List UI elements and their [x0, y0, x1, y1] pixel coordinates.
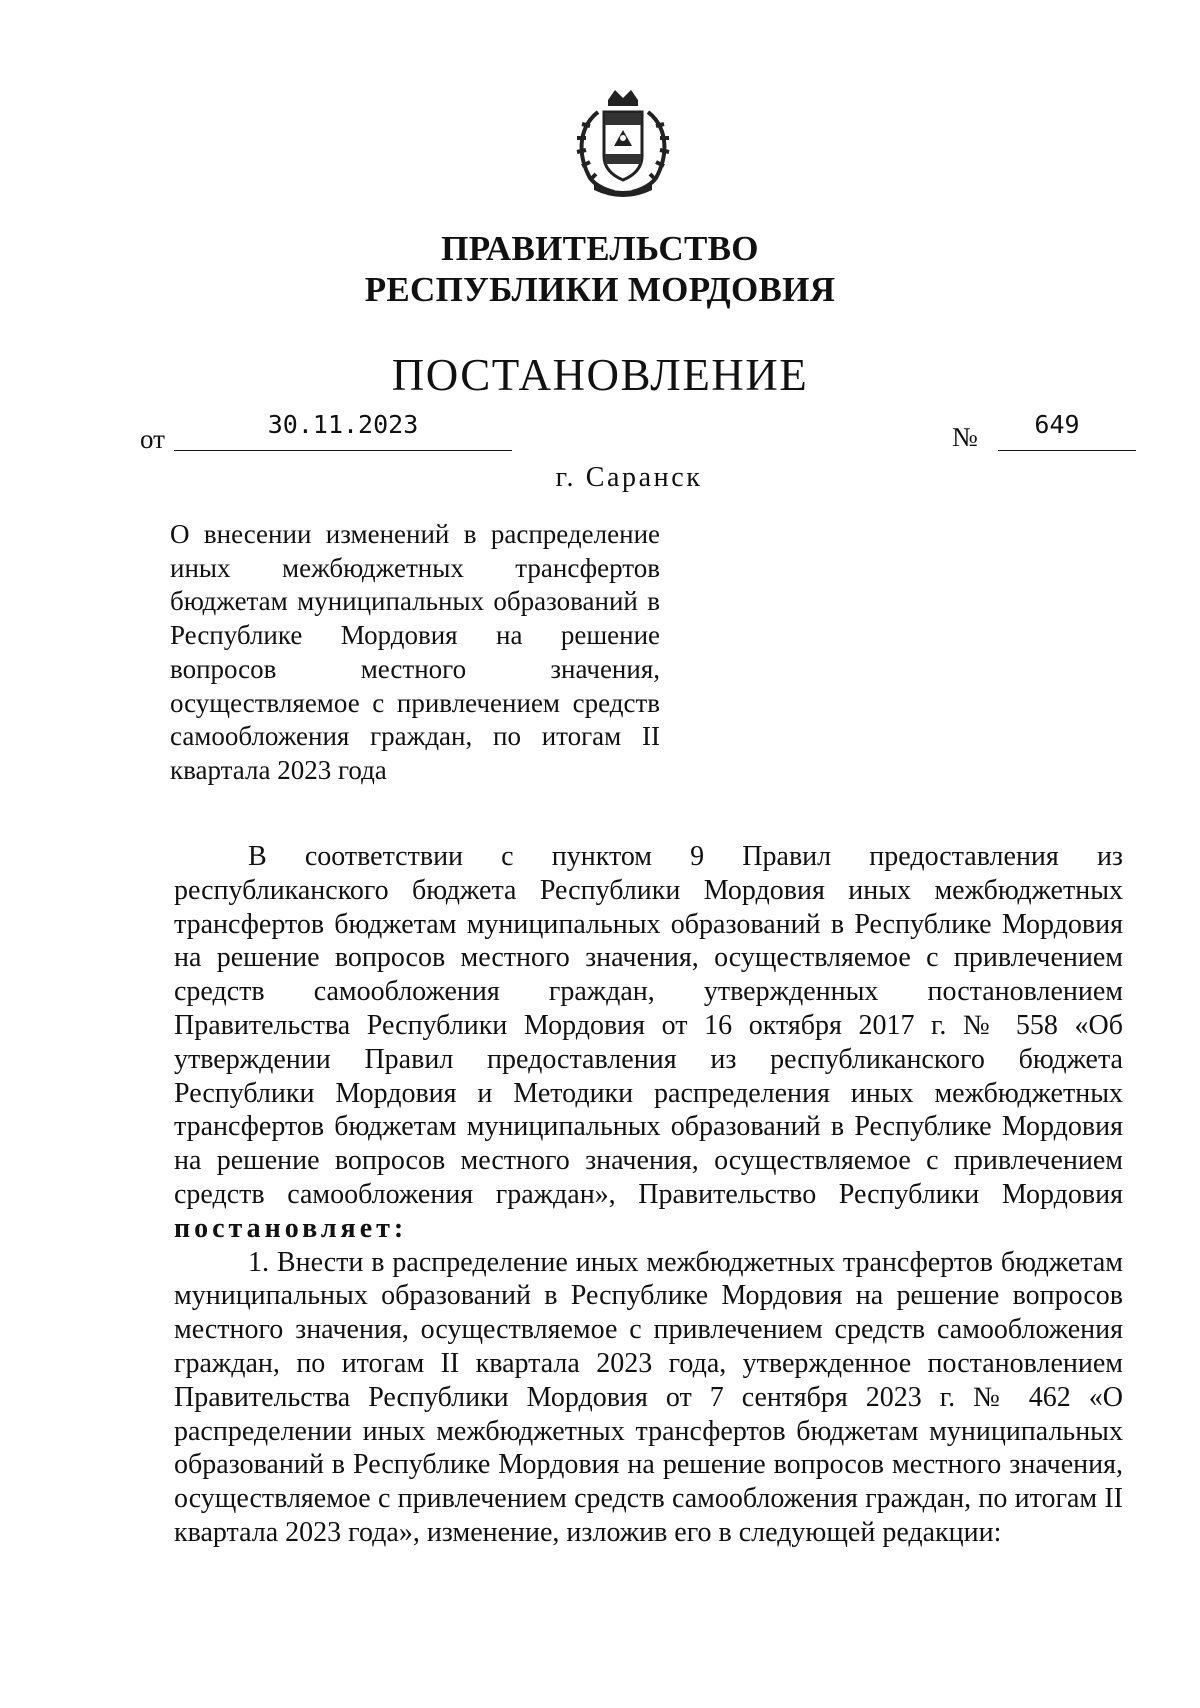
- coat-of-arms-icon: [568, 86, 678, 202]
- number-sign: №: [952, 422, 978, 452]
- government-title-line1: ПРАВИТЕЛЬСТВО: [441, 229, 759, 268]
- government-title: [0, 228, 1200, 310]
- resolves-word: постановляет:: [174, 1212, 408, 1244]
- document-body: [174, 840, 1123, 1550]
- item-1-paragraph: 1. Внести в распределение иных межбюджетных трансфертов бюджетам муниципальных образований в Республике Мордовия на решение вопросов местного значения, осуществляемое с привлечением средств самообложения граждан, по итогам II квартала 2023 года, утвержденное постановлением Правительства Республики Мордовия от 7 сентября 2023 г. № 462 «О распределении иных межбюджетных трансфертов бюджетам муниципальных образований в Республике Мордовия на решение вопросов местного значения, осуществляемое с привлечением средств самообложения граждан, по итогам II квартала 2023 года», изменение, изложив его в следующей редакции:: [174, 1246, 1123, 1548]
- date-number-row: [140, 410, 1140, 454]
- document-subject: О внесении изменений в распределение иных межбюджетных трансфертов бюджетам муниципальных образований в Республике Мордовия на решение вопросов местного значения, осуществляемое с привлечением средств самообложения граждан, по итогам II квартала 2023 года: [170, 519, 660, 785]
- number-field: [998, 410, 1136, 451]
- city: г. Саранск: [555, 462, 703, 493]
- preamble-text: В соответствии с пунктом 9 Правил предоставления из республиканского бюджета Республики Мордовия иных межбюджетных трансфертов бюджетам муниципальных образований в Республике Мордовия на решение вопросов местного значения, осуществляемое с привлечением средств самообложения граждан, утвержденных постановлением Правительства Республики Мордовия от 16 октября 2017 г. № 558 «Об утверждении Правил предоставления из республиканского бюджета Республики Мордовия и Методики распределения иных межбюджетных трансфертов бюджетам муниципальных образований в Республике Мордовия на решение вопросов местного значения, осуществляемое с привлечением средств самообложения граждан», Правительство Республики Мордовия: [174, 841, 1123, 1210]
- document-type: ПОСТАНОВЛЕНИЕ: [391, 350, 809, 400]
- government-title-line2: РЕСПУБЛИКИ МОРДОВИЯ: [364, 270, 836, 309]
- document-date: 30.11.2023: [267, 410, 419, 439]
- date-prefix: от: [140, 424, 165, 454]
- date-field: [174, 410, 512, 451]
- coat-of-arms-emblem: [568, 86, 678, 202]
- document-number: 649: [1034, 410, 1080, 439]
- preamble-paragraph: [174, 840, 1123, 1246]
